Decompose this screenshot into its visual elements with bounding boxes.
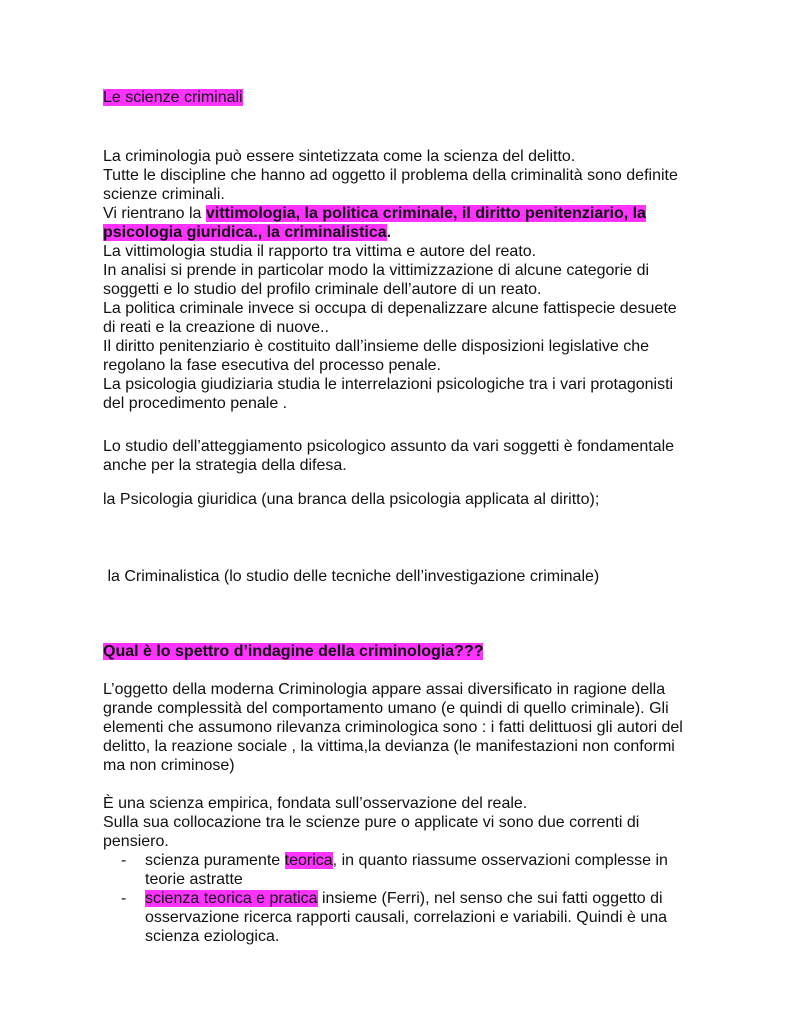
paragraph-end: . [386, 224, 392, 241]
paragraph-lead: Vi rientrano la [103, 205, 206, 222]
list-item [103, 851, 693, 889]
list-item-highlight: scienza teorica e pratica [145, 890, 318, 907]
paragraph-with-highlight [103, 204, 693, 242]
section-2-empirical [103, 794, 693, 946]
paragraph: È una scienza empirica, fondata sull’osservazione del reale. [103, 795, 528, 812]
section-title-2-text: Qual è lo spettro d’indagine della criminologia??? [103, 643, 484, 660]
section-2-body [103, 680, 693, 775]
list-item-pre: scienza puramente [145, 852, 285, 869]
list-dash: - [121, 852, 127, 869]
section-1-criminalistica [103, 529, 693, 624]
list-item [103, 889, 693, 946]
section-title-1 [103, 88, 693, 107]
paragraph: L’oggetto della moderna Criminologia appare assai diversificato in ragione della grande complessità del comportamento umano (e quindi di quello criminale). Gli elementi che assumono rilevanza criminologica sono : i fatti delittuosi gli autori del delitto, la reazione sociale , la vittima,la devianza (le manifestazioni non conformi ma non criminose) [103, 681, 683, 774]
list-dash: - [121, 890, 127, 907]
highlighted-text: vittimologia, la politica criminale, il diritto penitenziario, la psicologia giuridica., la criminalistica [103, 205, 646, 241]
list-item-post: , in quanto riassume osservazioni complesse in teorie astratte [145, 852, 668, 888]
paragraph: Sulla sua collocazione tra le scienze pure o applicate vi sono due correnti di pensiero. [103, 814, 640, 850]
paragraph: La psicologia giudiziaria studia le interrelazioni psicologiche tra i vari protagonisti del procedimento penale . [103, 376, 674, 412]
paragraph: Il diritto penitenziario è costituito dall’insieme delle disposizioni legislative che regolano la fase esecutiva del processo penale. [103, 338, 650, 374]
section-1-psicologia [103, 490, 693, 509]
list-item-highlight: teorica [284, 852, 333, 869]
paragraph: Lo studio dell’atteggiamento psicologico assunto da vari soggetti è fondamentale anche per la strategia della difesa. [103, 438, 675, 474]
paragraph: la Psicologia giuridica (una branca della psicologia applicata al diritto); [103, 491, 600, 508]
paragraph: Tutte le discipline che hanno ad oggetto il problema della criminalità sono definite scienze criminali. [103, 167, 678, 203]
list-item-post: insieme (Ferri), nel senso che sui fatti oggetto di osservazione ricerca rapporti causali, correlazioni e variabili. Quindi è una scienza eziologica. [145, 890, 668, 945]
paragraph: la Criminalistica (lo studio delle tecniche dell’investigazione criminale) [103, 568, 600, 585]
section-title-2 [103, 642, 693, 661]
section-1-body [103, 147, 693, 413]
paragraph: La politica criminale invece si occupa di depenalizzare alcune fattispecie desuete di reati e la creazione di nuove.. [103, 300, 677, 336]
paragraph: In analisi si prende in particolar modo la vittimizzazione di alcune categorie di soggetti e lo studio del profilo criminale dell’autore di un reato. [103, 262, 650, 298]
section-title-1-text: Le scienze criminali [103, 89, 243, 106]
section-1-defense [103, 437, 693, 475]
paragraph: La vittimologia studia il rapporto tra vittima e autore del reato. [103, 243, 537, 260]
paragraph: La criminologia può essere sintetizzata come la scienza del delitto. [103, 148, 576, 165]
